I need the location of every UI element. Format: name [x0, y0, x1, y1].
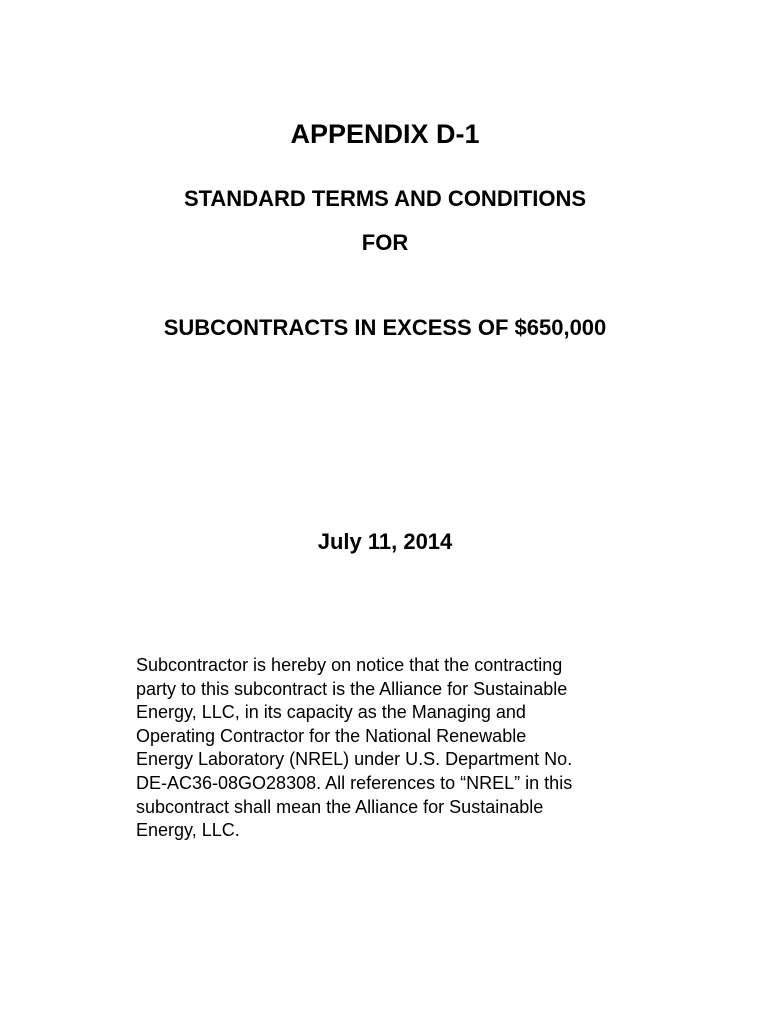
notice-line: Energy, LLC. — [136, 820, 240, 841]
heading-subcontracts: SUBCONTRACTS IN EXCESS OF $650,000 — [163, 315, 607, 340]
subcontractor-notice-paragraph — [136, 654, 636, 843]
notice-line: party to this subcontract is the Alliance for Sustainable — [136, 678, 568, 699]
notice-line: subcontract shall mean the Alliance for Sustainable — [136, 796, 544, 817]
heading-standard-terms: STANDARD TERMS AND CONDITIONS — [183, 186, 587, 211]
document-date: July 11, 2014 — [317, 529, 453, 554]
notice-line: DE-AC36-08GO28308. All references to “NREL” in this — [136, 772, 573, 793]
notice-line: Energy Laboratory (NREL) under U.S. Department No. — [136, 749, 573, 770]
notice-line: Operating Contractor for the National Renewable — [136, 725, 527, 746]
appendix-title: APPENDIX D-1 — [290, 119, 480, 149]
heading-for: FOR — [361, 230, 409, 255]
notice-line: Energy, LLC, in its capacity as the Managing and — [136, 702, 526, 723]
notice-line: Subcontractor is hereby on notice that the contracting — [136, 655, 563, 675]
